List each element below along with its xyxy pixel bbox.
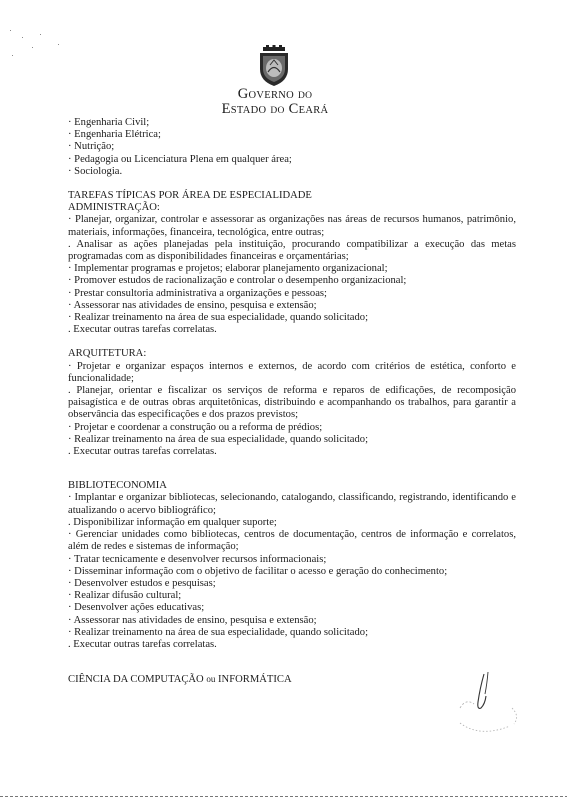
list-item: · Desenvolver ações educativas;	[68, 602, 205, 614]
list-item: · Disseminar informação com o objetivo de facilitar o acesso e geração do conhecimento;	[68, 565, 448, 577]
heading-tail: INFORMÁTICA	[218, 674, 292, 686]
header-initial: E	[221, 101, 231, 117]
header-line-estado	[180, 101, 370, 118]
list-item: · Pedagogia ou Licenciatura Plena em qualquer área;	[68, 153, 292, 165]
scan-speckle	[40, 34, 41, 35]
heading-connector: ou	[206, 674, 216, 685]
list-item: · Desenvolver estudos e pesquisas;	[68, 577, 216, 589]
list-item: · Implementar programas e projetos; elaborar planejamento organizacional;	[68, 263, 388, 275]
list-item: . Executar outras tarefas correlatas.	[68, 638, 217, 650]
list-item: · Assessorar nas atividades de ensino, pesquisa e extensão;	[68, 614, 317, 626]
list-item: · Projetar e organizar espaços internos e externos, de acordo com critérios de estética, conforto e funcionalidade;	[68, 360, 516, 384]
scan-speckle	[10, 30, 11, 31]
section-title-biblioteconomia: BIBLIOTECONOMIA	[68, 480, 167, 492]
list-item: · Prestar consultoria administrativa a organizações e pessoas;	[68, 287, 327, 299]
header-word: EARÁ	[298, 105, 329, 116]
list-item: . Executar outras tarefas correlatas.	[68, 446, 217, 458]
header-word: STADO	[230, 105, 267, 116]
list-item: · Nutrição;	[68, 141, 115, 153]
header-initial: C	[288, 101, 299, 117]
document-body	[68, 117, 516, 686]
list-item: · Engenharia Elétrica;	[68, 129, 161, 141]
page-bottom-rule	[0, 796, 567, 797]
list-item: · Tratar tecnicamente e desenvolver recursos informacionais;	[68, 553, 327, 565]
list-item: · Planejar, organizar, controlar e assessorar as organizações nas áreas de recursos humanos, patrimônio, materiais, informações, financeira, tecnológica, entre outras;	[68, 214, 516, 238]
list-item: . Planejar, orientar e fiscalizar os serviços de reforma e reparos de edificações, de recomposição paisagística e de outras obras arquitetônicas, distribuindo e acompanhando os trabalhos, para garantir a observância das especificações e dos prazos previstos;	[68, 385, 516, 421]
scan-speckle	[12, 55, 13, 56]
list-item: · Engenharia Civil;	[68, 117, 150, 128]
scan-speckle	[32, 47, 33, 48]
list-item: · Implantar e organizar bibliotecas, selecionando, catalogando, classificando, registrando, identificando e atualizando o acervo bibliográfico;	[68, 492, 516, 516]
heading-main: CIÊNCIA DA COMPUTAÇÃO	[68, 674, 204, 686]
list-item: · Realizar treinamento na área de sua especialidade, quando solicitado;	[68, 312, 369, 324]
list-item: · Projetar e coordenar a construção ou a reforma de prédios;	[68, 421, 323, 433]
list-item: . Executar outras tarefas correlatas.	[68, 324, 217, 336]
list-item: . Analisar as ações planejadas pela instituição, procurando compatibilizar a execução das metas programadas com as disponibilidades financeiras e orçamentárias;	[68, 238, 516, 263]
header-word: DO	[297, 91, 313, 101]
header-initial: G	[237, 86, 249, 102]
list-item: · Realizar difusão cultural;	[68, 590, 182, 602]
list-item: · Realizar treinamento na área de sua especialidade, quando solicitado;	[68, 433, 369, 445]
list-item: · Assessorar nas atividades de ensino, pesquisa e extensão;	[68, 299, 317, 311]
scan-speckle	[22, 37, 23, 38]
list-item: · Realizar treinamento na área de sua especialidade, quando solicitado;	[68, 626, 369, 638]
header-word: OVERNO	[248, 90, 295, 101]
scan-speckle	[58, 44, 59, 45]
header-word: DO	[270, 106, 285, 116]
list-item: . Disponibilizar informação em qualquer suporte;	[68, 516, 277, 528]
main-heading: TAREFAS TÍPICAS POR ÁREA DE ESPECIALIDADE	[68, 190, 312, 202]
list-item: · Gerenciar unidades como bibliotecas, centros de documentação, centros de informação e correlatos, além de redes e sistemas de informação;	[68, 529, 516, 553]
section-title-arquitetura: ARQUITETURA:	[68, 348, 147, 360]
list-item: · Promover estudos de racionalização e controlar o desempenho organizacional;	[68, 275, 407, 287]
state-crest-icon	[257, 45, 291, 87]
list-item: · Sociologia.	[68, 165, 123, 177]
section-title-administracao: ADMINISTRAÇÃO:	[68, 202, 160, 214]
handwritten-signature	[440, 668, 530, 748]
